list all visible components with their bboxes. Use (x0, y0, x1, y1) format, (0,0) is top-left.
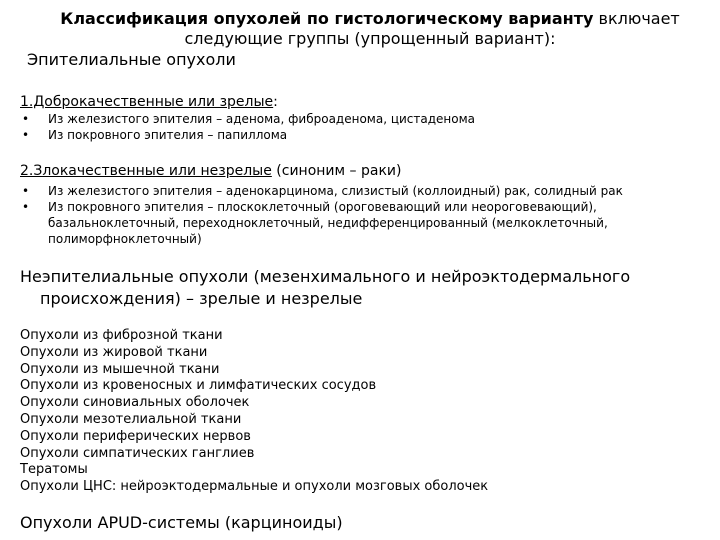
list-item: • Из железистого эпителия – аденома, фиброаденома, цистаденома (22, 111, 682, 127)
list-item: Опухоли ЦНС: нейроэктодермальные и опухоли мозговых оболочек (20, 479, 489, 495)
list-item: Опухоли из кровеносных и лимфатических сосудов (20, 378, 377, 394)
title-rest: включает следующие группы (упрощенный вариант): (184, 9, 680, 48)
list-item: • Из покровного эпителия – папиллома (22, 127, 682, 143)
list-item: Опухоли симпатических ганглиев (20, 445, 255, 461)
list-item: Опухоли мезотелиальной ткани (20, 411, 242, 427)
list-item: • Из покровного эпителия – плоскоклеточный (ороговевающий или неороговевающий), базальноклеточный, переходноклеточный, недифференцированный (мелкоклеточный, полиморфноклеточный) (22, 199, 642, 247)
group1-heading-rest: : (273, 94, 278, 110)
section-nonepithelial (20, 266, 630, 310)
section-apud: Опухоли APUD-системы (карциноиды) (20, 513, 343, 532)
list-item: Опухоли из фиброзной ткани (20, 328, 223, 343)
tissue-list (20, 328, 488, 496)
group2-heading-underlined: 2.Злокачественные или незрелые (20, 163, 272, 179)
group1-list (22, 111, 682, 143)
nonepithelial-line2: происхождения) – зрелые и незрелые (40, 289, 363, 308)
list-item: Тератомы (20, 462, 88, 478)
list-item: Опухоли периферических нервов (20, 428, 251, 444)
group2-list (22, 183, 642, 247)
group1-heading-underlined: 1.Доброкачественные или зрелые (20, 94, 274, 110)
list-item: Опухоли из мышечной ткани (20, 361, 220, 377)
list-item: Опухоли из жировой ткани (20, 344, 208, 360)
section-epithelial: Эпителиальные опухоли (27, 50, 236, 69)
nonepithelial-line1: Неэпителиальные опухоли (мезенхимального и нейроэктодермального (20, 267, 631, 286)
list-item: Опухоли синовиальных оболочек (20, 395, 250, 411)
group2-heading (20, 163, 401, 180)
group2-heading-rest: (синоним – раки) (271, 163, 402, 179)
list-item: • Из железистого эпителия – аденокарцинома, слизистый (коллоидный) рак, солидный рак (22, 183, 642, 199)
slide-title (40, 9, 700, 49)
title-bold: Классификация опухолей по гистологическому варианту (60, 9, 594, 28)
group1-heading (20, 94, 278, 111)
